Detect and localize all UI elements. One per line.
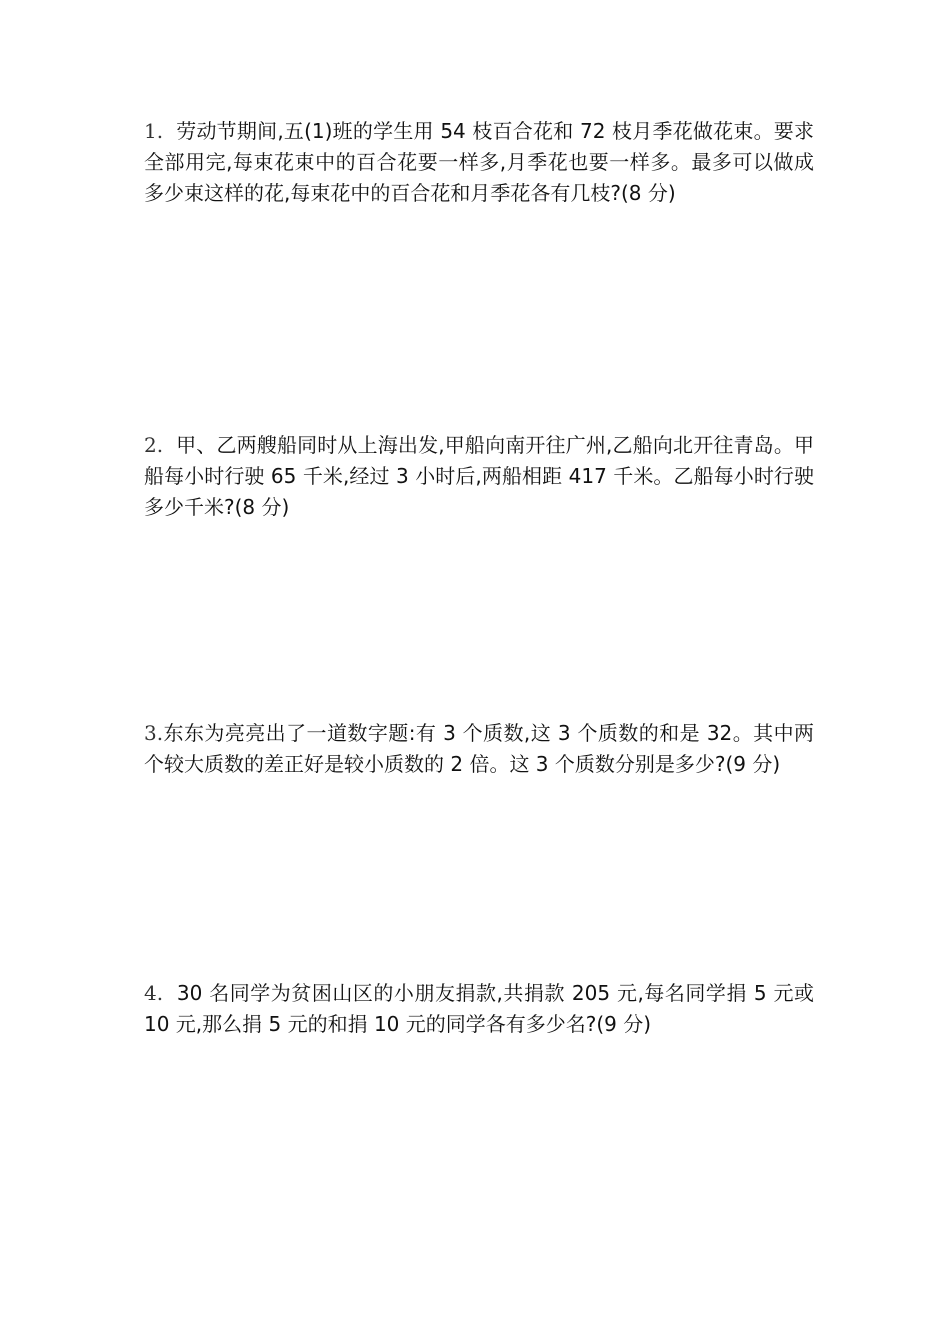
problem-4-number: 4. [144, 981, 164, 1005]
problem-4-text: 30 名同学为贫困山区的小朋友捐款,共捐款 205 元,每名同学捐 5 元或 10 元,那么捐 5 元的和捐 10 元的同学各有多少名?(9 分) [144, 981, 814, 1036]
problem-3 [144, 718, 814, 780]
problem-1 [144, 116, 814, 209]
problem-3-number: 3. [144, 721, 164, 745]
problem-3-text: 东东为亮亮出了一道数字题:有 3 个质数,这 3 个质数的和是 32。其中两个较大质数的差正好是较小质数的 2 倍。这 3 个质数分别是多少?(9 分) [144, 721, 814, 776]
problem-4 [144, 978, 814, 1040]
problem-2-text: 甲、乙两艘船同时从上海出发,甲船向南开往广州,乙船向北开往青岛。甲船每小时行驶 65 千米,经过 3 小时后,两船相距 417 千米。乙船每小时行驶多少千米?(8 分) [144, 433, 815, 519]
problem-2-number: 2. [144, 433, 164, 457]
problem-1-text: 劳动节期间,五(1)班的学生用 54 枝百合花和 72 枝月季花做花束。要求全部用完,每束花束中的百合花要一样多,月季花也要一样多。最多可以做成多少束这样的花,每束花中的百合花和月季花各有几枝?(8 分) [144, 119, 815, 205]
problem-2 [144, 430, 814, 523]
problem-1-number: 1. [144, 119, 164, 143]
